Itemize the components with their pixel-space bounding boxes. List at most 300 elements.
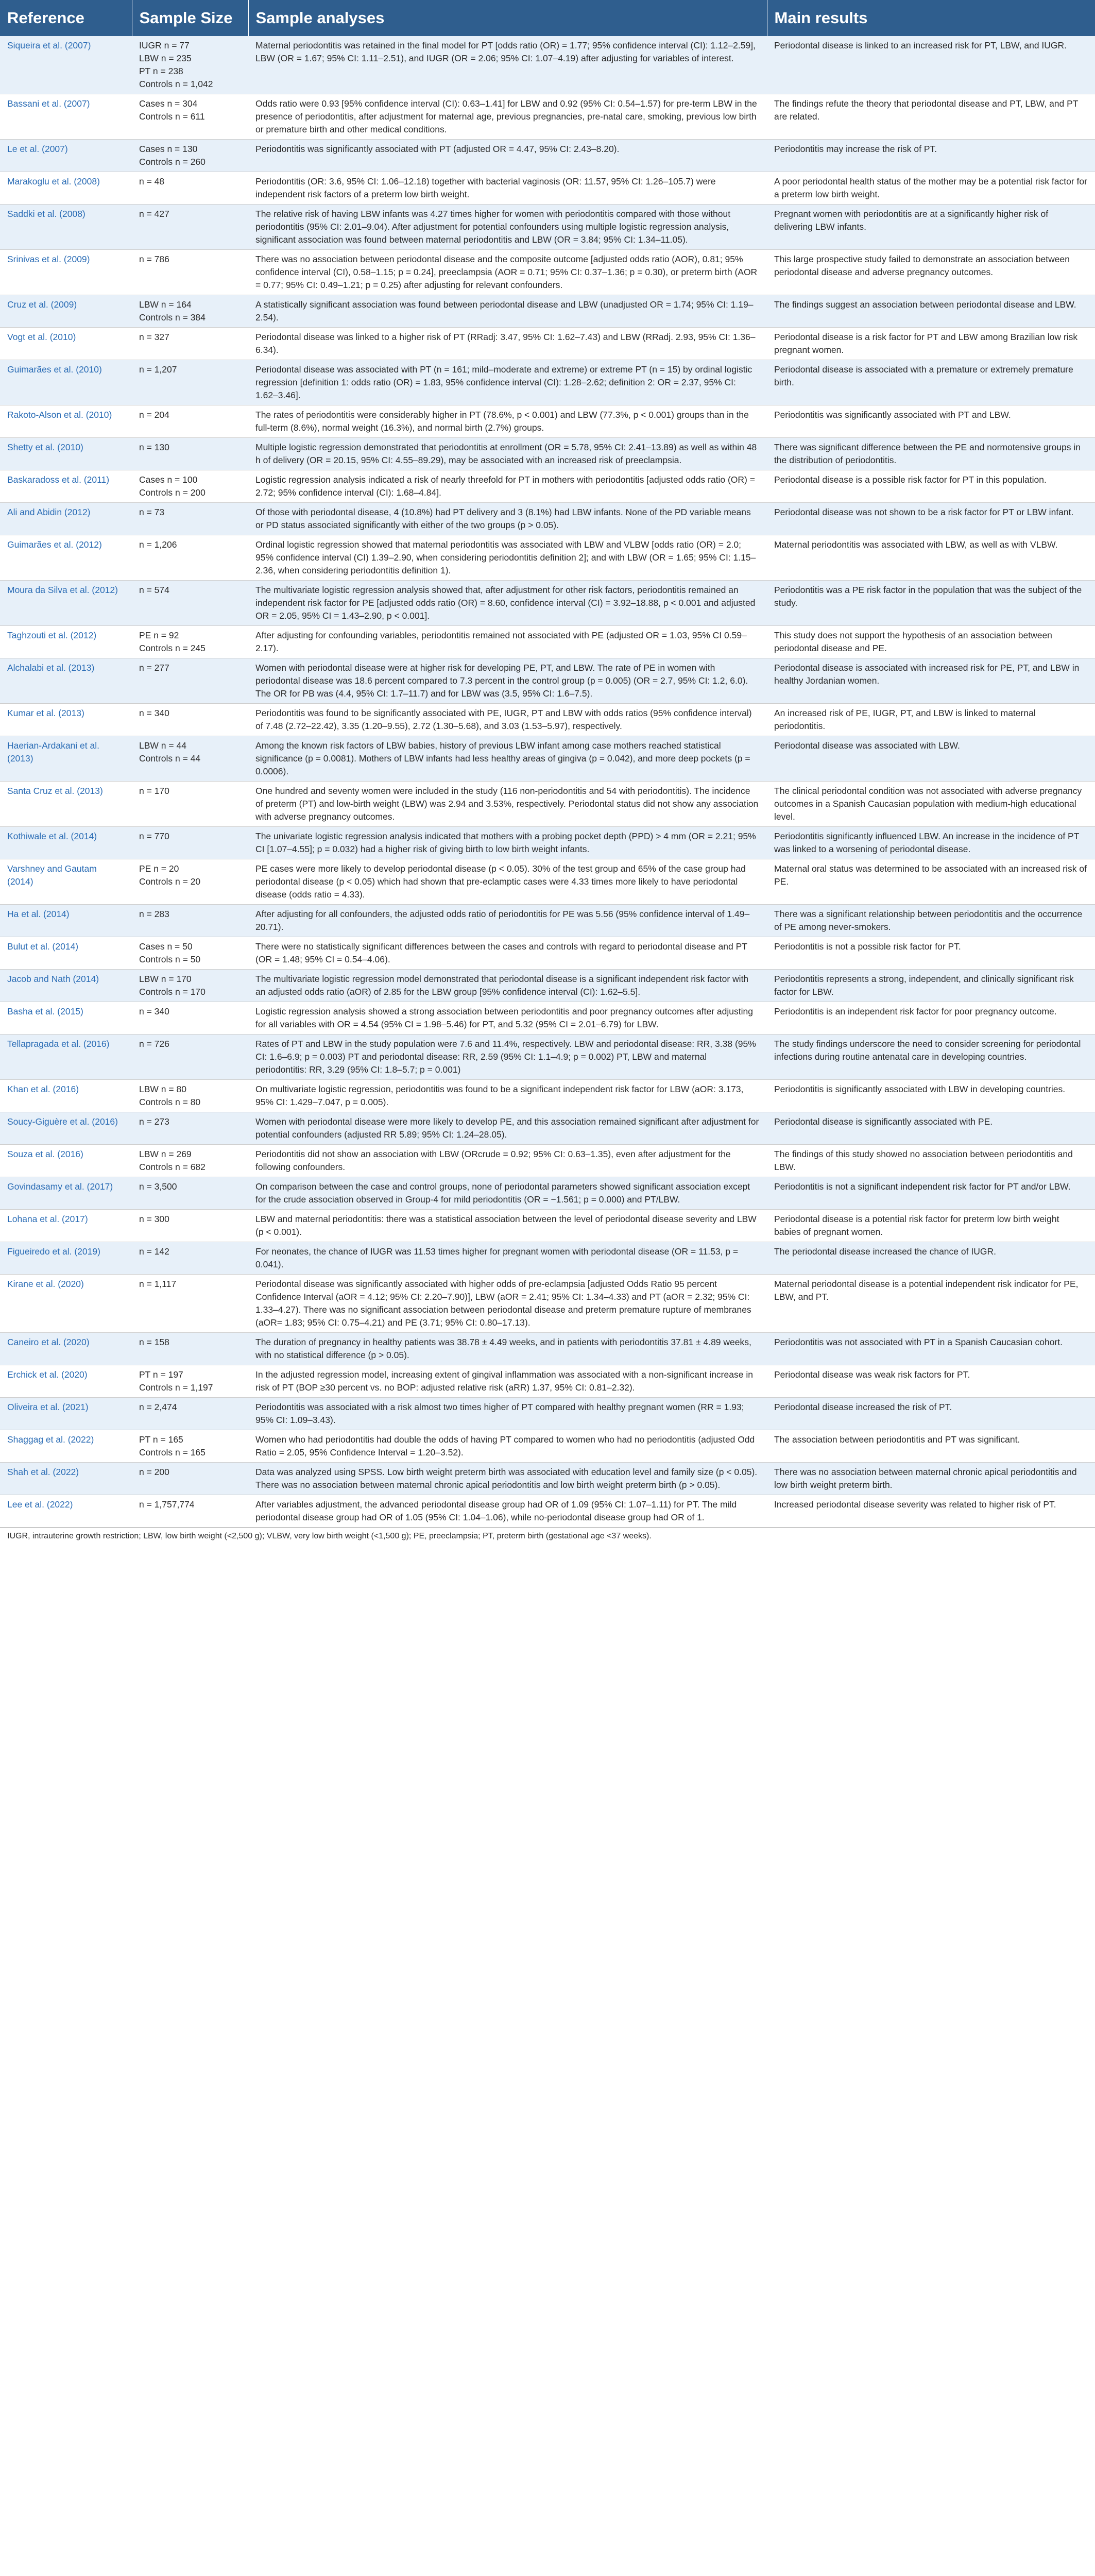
reference-cell[interactable] xyxy=(0,1333,132,1365)
sample-analyses-cell xyxy=(248,581,767,626)
reference-cell[interactable] xyxy=(0,1463,132,1495)
main-results-cell xyxy=(767,626,1095,658)
sample-size-cell xyxy=(132,581,248,626)
reference-cell-text: Moura da Silva et al. (2012) xyxy=(7,585,118,595)
reference-cell[interactable] xyxy=(0,205,132,250)
sample-analyses-cell xyxy=(248,140,767,172)
reference-cell[interactable] xyxy=(0,94,132,140)
sample-size-cell-text: n = 2,474 xyxy=(139,1402,177,1412)
table-row xyxy=(0,328,1095,360)
reference-cell[interactable] xyxy=(0,140,132,172)
sample-analyses-cell-text: Among the known risk factors of LBW babies, history of previous LBW infant among case mothers reached statistical significance (p = 0.0081). Mothers of LBW infants had less healthy areas of gingiva (p = 0.042), and more deep pockets (p = 0.0006). xyxy=(255,740,750,776)
sample-size-cell-text: Cases n = 130 xyxy=(139,144,198,154)
main-results-cell-text: Periodontal disease was associated with LBW. xyxy=(774,740,960,751)
sample-analyses-cell xyxy=(248,1002,767,1035)
sample-analyses-cell-text: The univariate logistic regression analysis indicated that mothers with a probing pocket depth (PPD) > 4 mm (OR = 2.21; 95% CI [1.07–4.55]; p = 0.032) had a higher risk of giving birth to low birth weight infants. xyxy=(255,831,756,854)
table-row xyxy=(0,94,1095,140)
reference-cell-text: Ha et al. (2014) xyxy=(7,909,70,919)
reference-cell[interactable] xyxy=(0,172,132,205)
table-row xyxy=(0,1365,1095,1398)
sample-size-cell xyxy=(132,36,248,94)
reference-cell[interactable] xyxy=(0,827,132,859)
sample-analyses-cell xyxy=(248,827,767,859)
sample-analyses-cell xyxy=(248,1430,767,1463)
main-results-cell xyxy=(767,970,1095,1002)
sample-size-cell-text: n = 130 xyxy=(139,442,169,452)
sample-analyses-cell xyxy=(248,970,767,1002)
sample-size-cell-text: n = 327 xyxy=(139,332,169,342)
main-results-cell xyxy=(767,438,1095,470)
main-results-cell xyxy=(767,503,1095,535)
main-results-cell xyxy=(767,328,1095,360)
main-results-cell-text: The association between periodontitis and PT was significant. xyxy=(774,1434,1020,1445)
sample-size-cell-text: n = 726 xyxy=(139,1039,169,1049)
reference-cell-text: Kothiwale et al. (2014) xyxy=(7,831,97,841)
sample-size-cell-text: Controls n = 44 xyxy=(139,753,201,764)
table-body xyxy=(0,36,1095,1528)
table-row xyxy=(0,970,1095,1002)
main-results-cell xyxy=(767,250,1095,295)
sample-size-cell-text: LBW n = 269 xyxy=(139,1149,192,1159)
sample-size-cell xyxy=(132,250,248,295)
sample-analyses-cell-text: The duration of pregnancy in healthy patients was 38.78 ± 4.49 weeks, and in patients with periodontitis 37.81 ± 4.89 weeks, with no statistical difference (p > 0.05). xyxy=(255,1337,751,1360)
table-row xyxy=(0,1210,1095,1242)
sample-size-cell xyxy=(132,1145,248,1177)
main-results-cell xyxy=(767,736,1095,782)
reference-cell-text: Lohana et al. (2017) xyxy=(7,1214,88,1224)
table-row xyxy=(0,1275,1095,1333)
sample-size-cell-text: n = 786 xyxy=(139,254,169,264)
main-results-cell-text: Periodontitis is not a significant independent risk factor for PT and/or LBW. xyxy=(774,1181,1071,1192)
reference-cell-text: Rakoto-Alson et al. (2010) xyxy=(7,410,112,420)
main-results-cell xyxy=(767,905,1095,937)
table-row xyxy=(0,438,1095,470)
sample-analyses-cell-text: Women who had periodontitis had double the odds of having PT compared to women who had no periodontitis (adjusted Odd Ratio = 2.05, 95% Confidence Interval = 1.20–3.52). xyxy=(255,1434,755,1458)
main-results-cell xyxy=(767,937,1095,970)
table-row xyxy=(0,1145,1095,1177)
main-results-cell xyxy=(767,1398,1095,1430)
main-results-cell-text: Periodontitis is not a possible risk factor for PT. xyxy=(774,941,961,952)
reference-cell[interactable] xyxy=(0,438,132,470)
sample-analyses-cell xyxy=(248,1463,767,1495)
table-row xyxy=(0,782,1095,827)
sample-analyses-cell xyxy=(248,1398,767,1430)
sample-size-cell xyxy=(132,704,248,736)
reference-cell-text: Govindasamy et al. (2017) xyxy=(7,1181,113,1192)
reference-cell[interactable] xyxy=(0,626,132,658)
sample-analyses-cell xyxy=(248,1145,767,1177)
main-results-cell-text: Periodontitis is significantly associated with LBW in developing countries. xyxy=(774,1084,1066,1094)
table-row xyxy=(0,1398,1095,1430)
main-results-cell-text: There was a significant relationship between periodontitis and the occurrence of PE among never-smokers. xyxy=(774,909,1083,932)
sample-analyses-cell-text: Women with periodontal disease were more likely to develop PE, and this association remained significant after adjustment for potential confounders (adjusted RR 5.89; 95% CI: 1.24–28.05). xyxy=(255,1116,759,1140)
reference-cell-text: Guimarães et al. (2010) xyxy=(7,364,102,375)
reference-cell-text: Kumar et al. (2013) xyxy=(7,708,84,718)
table-row xyxy=(0,1177,1095,1210)
sample-size-cell-text: Controls n = 260 xyxy=(139,157,206,167)
main-results-cell-text: There was no association between maternal chronic apical periodontitis and low birth weight preterm birth. xyxy=(774,1467,1077,1490)
sample-analyses-cell xyxy=(248,470,767,503)
reference-cell[interactable] xyxy=(0,1145,132,1177)
table-row xyxy=(0,859,1095,905)
sample-analyses-cell xyxy=(248,905,767,937)
sample-analyses-cell-text: On comparison between the case and control groups, none of periodontal parameters showed significant association except for the crude association observed in Group-4 for mild periodontitis (OR = −1.561; p = 0.000) and PT/LBW. xyxy=(255,1181,750,1205)
sample-analyses-cell-text: Periodontitis was found to be significantly associated with PE, IUGR, PT and LBW with odds ratios (95% confidence interval) of 7.48 (2.72–22.42), 3.35 (1.20–9.55), 2.72 (1.30–5.68), and 3.03 (1.53–5.97), respectively. xyxy=(255,708,752,731)
sample-size-cell-text: n = 3,500 xyxy=(139,1181,177,1192)
sample-size-cell xyxy=(132,328,248,360)
sample-analyses-cell-text: There were no statistically significant differences between the cases and controls with regard to periodontal disease and PT (OR = 1.48; 95% CI = 0.54–4.06). xyxy=(255,941,747,964)
sample-analyses-cell xyxy=(248,736,767,782)
sample-size-cell-text: n = 142 xyxy=(139,1246,169,1257)
reference-cell-text: Kirane et al. (2020) xyxy=(7,1279,84,1289)
sample-size-cell-text: PT n = 238 xyxy=(139,66,183,76)
sample-analyses-cell-text: The multivariate logistic regression model demonstrated that periodontal disease is a significant independent risk factor with an adjusted odds ratio (aOR) of 2.85 for the LBW group [95% confidence interval (CI): 1.62–5.5]. xyxy=(255,974,749,997)
reference-cell-text: Santa Cruz et al. (2013) xyxy=(7,786,103,796)
main-results-cell xyxy=(767,535,1095,581)
table-row xyxy=(0,1080,1095,1112)
reference-cell[interactable] xyxy=(0,704,132,736)
reference-cell[interactable] xyxy=(0,970,132,1002)
sample-size-cell-text: n = 48 xyxy=(139,176,165,187)
sample-size-cell-text: Controls n = 20 xyxy=(139,876,201,887)
sample-size-cell xyxy=(132,626,248,658)
sample-analyses-cell-text: After adjusting for all confounders, the adjusted odds ratio of periodontitis for PE was 5.56 (95% confidence interval of 1.49–20.71). xyxy=(255,909,750,932)
main-results-cell xyxy=(767,172,1095,205)
sample-size-cell xyxy=(132,1112,248,1145)
abbreviations-footnote: IUGR, intrauterine growth restriction; LBW, low birth weight (<2,500 g); VLBW, very low birth weight (<1,500 g); PE, preeclampsia; PT, preterm birth (gestational age <37 weeks). xyxy=(0,1528,1095,1545)
sample-analyses-cell xyxy=(248,1333,767,1365)
sample-size-cell xyxy=(132,1242,248,1275)
sample-size-cell-text: Controls n = 200 xyxy=(139,487,206,498)
reference-cell[interactable] xyxy=(0,36,132,94)
main-results-cell xyxy=(767,1333,1095,1365)
reference-cell-text: Varshney and Gautam (2014) xyxy=(7,863,97,887)
reference-cell[interactable] xyxy=(0,1275,132,1333)
sample-size-cell-text: PT n = 165 xyxy=(139,1434,183,1445)
main-results-cell-text: Periodontal disease was weak risk factors for PT. xyxy=(774,1369,970,1380)
table-row xyxy=(0,1112,1095,1145)
reference-cell[interactable] xyxy=(0,1398,132,1430)
table-row xyxy=(0,1430,1095,1463)
main-results-cell-text: Periodontal disease is associated with increased risk for PE, PT, and LBW in healthy Jordanian women. xyxy=(774,663,1080,686)
main-results-cell xyxy=(767,827,1095,859)
reference-cell-text: Shah et al. (2022) xyxy=(7,1467,79,1477)
main-results-cell xyxy=(767,1495,1095,1528)
main-results-cell xyxy=(767,782,1095,827)
sample-size-cell-text: n = 770 xyxy=(139,831,169,841)
sample-size-cell-text: n = 158 xyxy=(139,1337,169,1347)
reference-cell[interactable] xyxy=(0,1112,132,1145)
sample-size-cell-text: Controls n = 50 xyxy=(139,954,201,964)
reference-cell-text: Baskaradoss et al. (2011) xyxy=(7,474,110,485)
table-row xyxy=(0,1333,1095,1365)
reference-cell-text: Shetty et al. (2010) xyxy=(7,442,83,452)
header-sample-analyses: Sample analyses xyxy=(248,0,767,36)
reference-cell-text: Alchalabi et al. (2013) xyxy=(7,663,95,673)
reference-cell-text: Soucy-Giguère et al. (2016) xyxy=(7,1116,118,1127)
reference-cell-text: Guimarães et al. (2012) xyxy=(7,539,102,550)
reference-cell[interactable] xyxy=(0,295,132,328)
sample-size-cell-text: PE n = 92 xyxy=(139,630,179,640)
main-results-cell xyxy=(767,140,1095,172)
sample-size-cell xyxy=(132,360,248,405)
main-results-cell-text: The study findings underscore the need to consider screening for periodontal infections during routine antenatal care in developing countries. xyxy=(774,1039,1081,1062)
main-results-cell xyxy=(767,1242,1095,1275)
table-row xyxy=(0,295,1095,328)
sample-analyses-cell xyxy=(248,503,767,535)
sample-analyses-cell-text: Periodontal disease was significantly associated with higher odds of pre-eclampsia [adjusted Odds Ratio 95 percent Confidence Interval (aOR = 4.12; 95% CI: 2.20–7.90)], LBW (aOR = 2.41; 95% CI: 1.34–4.33) and PT (aOR = 2.32; 95% CI: 1.33–4.27). There was no significant association between periodontal disease and preterm premature rupture of membranes (aOR= 1.83; 95% CI: 0.75–4.21) and PE (3.71; 95% CI: 0.80–17.13). xyxy=(255,1279,751,1328)
reference-cell-text: Bassani et al. (2007) xyxy=(7,98,90,109)
sample-analyses-cell-text: Rates of PT and LBW in the study population were 7.6 and 11.4%, respectively. LBW and periodontal disease: RR, 3.38 (95% CI: 1.6–6.9; p = 0.003) PT and periodontal disease: RR, 2.59 (95% CI: 1.1–4.9; p = 0.002) PT, LBW and maternal periodontitis: RR, 3.29 (95% CI: 1.8–5.7; p = 0.001) xyxy=(255,1039,756,1075)
main-results-cell-text: Periodontitis is an independent risk factor for poor pregnancy outcome. xyxy=(774,1006,1057,1016)
sample-size-cell xyxy=(132,827,248,859)
main-results-cell-text: The findings of this study showed no association between periodontitis and LBW. xyxy=(774,1149,1073,1172)
table-row xyxy=(0,503,1095,535)
main-results-cell xyxy=(767,1463,1095,1495)
sample-size-cell xyxy=(132,172,248,205)
sample-size-cell xyxy=(132,1275,248,1333)
main-results-cell-text: An increased risk of PE, IUGR, PT, and LBW is linked to maternal periodontitis. xyxy=(774,708,1036,731)
reference-cell[interactable] xyxy=(0,470,132,503)
reference-cell-text: Tellapragada et al. (2016) xyxy=(7,1039,110,1049)
sample-analyses-cell xyxy=(248,94,767,140)
sample-size-cell-text: LBW n = 235 xyxy=(139,53,192,63)
main-results-cell xyxy=(767,658,1095,704)
sample-size-cell xyxy=(132,438,248,470)
reference-cell[interactable] xyxy=(0,581,132,626)
table-row xyxy=(0,470,1095,503)
main-results-cell xyxy=(767,205,1095,250)
sample-size-cell xyxy=(132,1333,248,1365)
sample-size-cell-text: LBW n = 80 xyxy=(139,1084,186,1094)
sample-size-cell-text: Controls n = 245 xyxy=(139,643,206,653)
reference-cell[interactable] xyxy=(0,1177,132,1210)
sample-analyses-cell-text: There was no association between periodontal disease and the composite outcome [adjusted odds ratio (AOR), 0.81; 95% confidence interval (CI), 0.58–1.15; p = 0.24], preeclampsia (AOR = 0.71; 95% CI: 0.37–1.36; p = 0.30), or preterm birth (AOR = 0.77; 95% CI: 0.49–1.21; p = 0.25) after adjusting for relevant confounders. xyxy=(255,254,758,290)
sample-size-cell-text: Controls n = 80 xyxy=(139,1097,201,1107)
sample-size-cell xyxy=(132,1177,248,1210)
reference-cell-text: Lee et al. (2022) xyxy=(7,1499,73,1510)
reference-cell-text: Le et al. (2007) xyxy=(7,144,68,154)
main-results-cell-text: Increased periodontal disease severity was related to higher risk of PT. xyxy=(774,1499,1056,1510)
sample-size-cell xyxy=(132,736,248,782)
reference-cell[interactable] xyxy=(0,503,132,535)
sample-analyses-cell-text: Periodontitis did not show an association with LBW (ORcrude = 0.92; 95% CI: 0.63–1.35), even after adjustment for the following confounders. xyxy=(255,1149,731,1172)
table-row xyxy=(0,736,1095,782)
reference-cell[interactable] xyxy=(0,250,132,295)
main-results-cell-text: Periodontal disease is a risk factor for PT and LBW among Brazilian low risk pregnant women. xyxy=(774,332,1078,355)
sample-analyses-cell-text: Of those with periodontal disease, 4 (10.8%) had PT delivery and 3 (8.1%) had LBW infants. None of the PD variable means or PD status associated significantly with either of the two groups (p > 0.05). xyxy=(255,507,751,530)
main-results-cell xyxy=(767,1210,1095,1242)
sample-size-cell-text: n = 1,206 xyxy=(139,539,177,550)
sample-size-cell-text: n = 300 xyxy=(139,1214,169,1224)
sample-analyses-cell-text: Periodontitis (OR: 3.6, 95% CI: 1.06–12.18) together with bacterial vaginosis (OR: 11.57, 95% CI: 1.26–105.7) were independent risk factors of a preterm low birth weight. xyxy=(255,176,716,199)
reference-cell[interactable] xyxy=(0,1365,132,1398)
sample-size-cell xyxy=(132,94,248,140)
reference-cell[interactable] xyxy=(0,535,132,581)
sample-analyses-cell-text: On multivariate logistic regression, periodontitis was found to be a significant independent risk factor for LBW (aOR: 3.173, 95% CI: 1.429–7.047, p = 0.005). xyxy=(255,1084,744,1107)
main-results-cell-text: Maternal periodontal disease is a potential independent risk indicator for PE, LBW, and PT. xyxy=(774,1279,1079,1302)
sample-analyses-cell-text: Periodontal disease was associated with PT (n = 161; mild–moderate and extreme) or extreme PT (n = 15) by ordinal logistic regression [definition 1: odds ratio (OR) = 1.83, 95% confidence interval (CI): 1.28–2.62; definition 2: OR = 2.37, 95% CI: 1.62–3.46]. xyxy=(255,364,752,400)
sample-size-cell xyxy=(132,970,248,1002)
reference-cell[interactable] xyxy=(0,1210,132,1242)
sample-analyses-cell xyxy=(248,1365,767,1398)
sample-size-cell xyxy=(132,205,248,250)
sample-size-cell-text: Cases n = 304 xyxy=(139,98,198,109)
sample-size-cell-text: Controls n = 384 xyxy=(139,312,206,323)
table-row xyxy=(0,1002,1095,1035)
main-results-cell-text: Periodontal disease is associated with a premature or extremely premature birth. xyxy=(774,364,1073,387)
sample-size-cell xyxy=(132,1080,248,1112)
main-results-cell-text: Periodontitis significantly influenced LBW. An increase in the incidence of PT was linked to a worsening of periodontal disease. xyxy=(774,831,1080,854)
sample-size-cell xyxy=(132,295,248,328)
sample-analyses-cell-text: Logistic regression analysis indicated a risk of nearly threefold for PT in mothers with periodontitis [adjusted odds ratio (OR) = 2.72; 95% confidence interval (CI): 1.68–4.84]. xyxy=(255,474,755,498)
sample-analyses-cell-text: Women with periodontal disease were at higher risk for developing PE, PT, and LBW. The rate of PE in women with periodontal disease was 18.6 percent compared to 7.3 percent in the control group (p = 0.005) (OR = 2.7, 95% CI: 1.2, 6.0). The OR for PB was (4.4, 95% CI: 1.7–11.7) and for LBW was (3.5, 95% CI: 1.6–7.5). xyxy=(255,663,748,699)
reference-cell[interactable] xyxy=(0,1002,132,1035)
main-results-cell xyxy=(767,1177,1095,1210)
table-row xyxy=(0,405,1095,438)
sample-size-cell-text: Controls n = 611 xyxy=(139,111,205,122)
main-results-cell-text: Periodontal disease is a potential risk factor for preterm low birth weight babies of pregnant women. xyxy=(774,1214,1059,1237)
main-results-cell-text: Pregnant women with periodontitis are at a significantly higher risk of delivering LBW infants. xyxy=(774,209,1049,232)
sample-analyses-cell-text: Periodontitis was significantly associated with PT (adjusted OR = 4.47, 95% CI: 2.43–8.20). xyxy=(255,144,620,154)
sample-size-cell-text: n = 1,117 xyxy=(139,1279,177,1289)
reference-cell[interactable] xyxy=(0,1430,132,1463)
sample-analyses-cell xyxy=(248,172,767,205)
sample-size-cell-text: n = 340 xyxy=(139,708,169,718)
main-results-cell-text: A poor periodontal health status of the mother may be a potential risk factor for a preterm low birth weight. xyxy=(774,176,1087,199)
sample-analyses-cell-text: Ordinal logistic regression showed that maternal periodontitis was associated with LBW and VLBW [odds ratio (OR) = 2.0; 95% confidence interval (CI) 1.39–2.90, when considering periodontitis definition 2]; and with LBW (OR = 1.65; 95% CI: 1.15–2.36, when considering periodontitis definition 1). xyxy=(255,539,756,575)
reference-cell[interactable] xyxy=(0,658,132,704)
reference-cell[interactable] xyxy=(0,1242,132,1275)
reference-cell[interactable] xyxy=(0,328,132,360)
sample-analyses-cell xyxy=(248,295,767,328)
reference-cell-text: Erchick et al. (2020) xyxy=(7,1369,88,1380)
main-results-cell xyxy=(767,1035,1095,1080)
main-results-cell-text: The clinical periodontal condition was not associated with adverse pregnancy outcomes in a Spanish Caucasian population with medium-high educational level. xyxy=(774,786,1082,822)
sample-size-cell-text: IUGR n = 77 xyxy=(139,40,190,50)
sample-analyses-cell-text: A statistically significant association was found between periodontal disease and LBW (unadjusted OR = 1.74; 95% CI: 1.19–2.54). xyxy=(255,299,754,323)
reference-cell-text: Haerian-Ardakani et al. (2013) xyxy=(7,740,99,764)
table-row xyxy=(0,1035,1095,1080)
reference-cell[interactable] xyxy=(0,1495,132,1528)
main-results-cell-text: Periodontal disease was not shown to be a risk factor for PT or LBW infant. xyxy=(774,507,1074,517)
sample-analyses-cell xyxy=(248,782,767,827)
sample-size-cell xyxy=(132,905,248,937)
reference-cell-text: Caneiro et al. (2020) xyxy=(7,1337,90,1347)
main-results-cell-text: Periodontitis represents a strong, independent, and clinically significant risk factor for LBW. xyxy=(774,974,1074,997)
sample-size-cell-text: n = 574 xyxy=(139,585,169,595)
reference-cell[interactable] xyxy=(0,1080,132,1112)
reference-cell[interactable] xyxy=(0,360,132,405)
reference-cell-text: Saddki et al. (2008) xyxy=(7,209,85,219)
reference-cell[interactable] xyxy=(0,782,132,827)
main-results-cell xyxy=(767,1002,1095,1035)
sample-analyses-cell xyxy=(248,937,767,970)
sample-size-cell xyxy=(132,1002,248,1035)
reference-cell-text: Oliveira et al. (2021) xyxy=(7,1402,89,1412)
sample-size-cell xyxy=(132,470,248,503)
sample-size-cell xyxy=(132,658,248,704)
sample-size-cell xyxy=(132,1463,248,1495)
reference-cell[interactable] xyxy=(0,736,132,782)
sample-size-cell-text: Controls n = 1,197 xyxy=(139,1382,213,1393)
main-results-cell xyxy=(767,295,1095,328)
sample-size-cell xyxy=(132,859,248,905)
main-results-cell-text: This large prospective study failed to demonstrate an association between periodontal disease and adverse pregnancy outcomes. xyxy=(774,254,1070,277)
main-results-cell-text: Periodontal disease is linked to an increased risk for PT, LBW, and IUGR. xyxy=(774,40,1067,50)
reference-cell[interactable] xyxy=(0,1035,132,1080)
table-row xyxy=(0,1463,1095,1495)
main-results-cell-text: Periodontitis was significantly associated with PT and LBW. xyxy=(774,410,1011,420)
sample-analyses-cell xyxy=(248,535,767,581)
main-results-cell xyxy=(767,360,1095,405)
sample-analyses-cell-text: The rates of periodontitis were considerably higher in PT (78.6%, p < 0.001) and LBW (77.3%, p < 0.001) groups than in the full-term (8.6%), normal weight (16.3%), and normal birth (2.7%) groups. xyxy=(255,410,749,433)
reference-cell-text: Khan et al. (2016) xyxy=(7,1084,79,1094)
reference-cell-text: Vogt et al. (2010) xyxy=(7,332,76,342)
main-results-cell xyxy=(767,704,1095,736)
main-results-cell xyxy=(767,470,1095,503)
main-results-cell-text: Maternal oral status was determined to be associated with an increased risk of PE. xyxy=(774,863,1087,887)
header-sample-size: Sample Size xyxy=(132,0,248,36)
sample-analyses-cell xyxy=(248,1242,767,1275)
sample-size-cell-text: n = 170 xyxy=(139,786,169,796)
reference-cell-text: Marakoglu et al. (2008) xyxy=(7,176,100,187)
sample-analyses-cell-text: Logistic regression analysis showed a strong association between periodontitis and poor pregnancy outcomes after adjusting for all variables with OR = 4.54 (95% CI = 1.98–5.46) for PT, and 5.32 (95% CI = 2.01–6.79) for LBW. xyxy=(255,1006,753,1029)
sample-size-cell-text: LBW n = 164 xyxy=(139,299,192,310)
reference-cell[interactable] xyxy=(0,859,132,905)
sample-analyses-cell xyxy=(248,36,767,94)
sample-analyses-cell-text: One hundred and seventy women were included in the study (116 non-periodontitis and 54 with periodontitis). The incidence of preterm (PT) and low-birth weight (LBW) was 2.94 and 3.53%, respectively. Periodontal status did not show any association with adverse pregnancy outcomes. xyxy=(255,786,759,822)
main-results-cell-text: There was significant difference between the PE and normotensive groups in the distribution of periodontitis. xyxy=(774,442,1081,465)
reference-cell[interactable] xyxy=(0,937,132,970)
main-results-cell-text: The findings suggest an association between periodontal disease and LBW. xyxy=(774,299,1076,310)
main-results-cell-text: Maternal periodontitis was associated with LBW, as well as with VLBW. xyxy=(774,539,1058,550)
reference-cell-text: Basha et al. (2015) xyxy=(7,1006,83,1016)
sample-size-cell-text: n = 277 xyxy=(139,663,169,673)
sample-analyses-cell xyxy=(248,405,767,438)
reference-cell[interactable] xyxy=(0,905,132,937)
sample-analyses-cell-text: Multiple logistic regression demonstrated that periodontitis at enrollment (OR = 5.78, 95% CI: 2.41–13.89) as well as within 48 h of delivery (OR = 20.15, 95% CI: 4.55–89.29), may be associated with an increased risk of preeclampsia. xyxy=(255,442,757,465)
sample-size-cell-text: n = 340 xyxy=(139,1006,169,1016)
sample-analyses-cell xyxy=(248,1112,767,1145)
sample-analyses-cell xyxy=(248,626,767,658)
table-row xyxy=(0,1242,1095,1275)
reference-cell-text: Figueiredo et al. (2019) xyxy=(7,1246,100,1257)
sample-size-cell-text: Controls n = 165 xyxy=(139,1447,206,1458)
table-header-row xyxy=(0,0,1095,36)
sample-analyses-cell-text: Periodontitis was associated with a risk almost two times higher of PT compared with healthy pregnant women (RR = 1.93; 95% CI: 1.09–3.43). xyxy=(255,1402,744,1425)
sample-size-cell xyxy=(132,1035,248,1080)
sample-size-cell xyxy=(132,1365,248,1398)
header-reference: Reference xyxy=(0,0,132,36)
sample-analyses-cell xyxy=(248,1035,767,1080)
sample-analyses-cell xyxy=(248,1210,767,1242)
sample-analyses-cell xyxy=(248,360,767,405)
sample-analyses-cell xyxy=(248,205,767,250)
sample-analyses-cell-text: After adjusting for confounding variables, periodontitis remained not associated with PE (adjusted OR = 1.03, 95% CI 0.59–2.17). xyxy=(255,630,747,653)
sample-analyses-cell-text: In the adjusted regression model, increasing extent of gingival inflammation was associated with a non-significant increase in risk of PT (BOP ≥30 percent vs. no BOP: adjusted relative risk (aRR) 1.37, 95% CI: 0.81–2.32). xyxy=(255,1369,753,1393)
main-results-cell-text: Periodontitis may increase the risk of PT. xyxy=(774,144,937,154)
header-main-results: Main results xyxy=(767,0,1095,36)
main-results-cell xyxy=(767,1275,1095,1333)
sample-size-cell-text: n = 273 xyxy=(139,1116,169,1127)
reference-cell[interactable] xyxy=(0,405,132,438)
sample-size-cell-text: n = 283 xyxy=(139,909,169,919)
sample-size-cell xyxy=(132,503,248,535)
sample-analyses-cell xyxy=(248,1177,767,1210)
main-results-cell-text: Periodontal disease is a possible risk factor for PT in this population. xyxy=(774,474,1047,485)
main-results-cell xyxy=(767,1145,1095,1177)
